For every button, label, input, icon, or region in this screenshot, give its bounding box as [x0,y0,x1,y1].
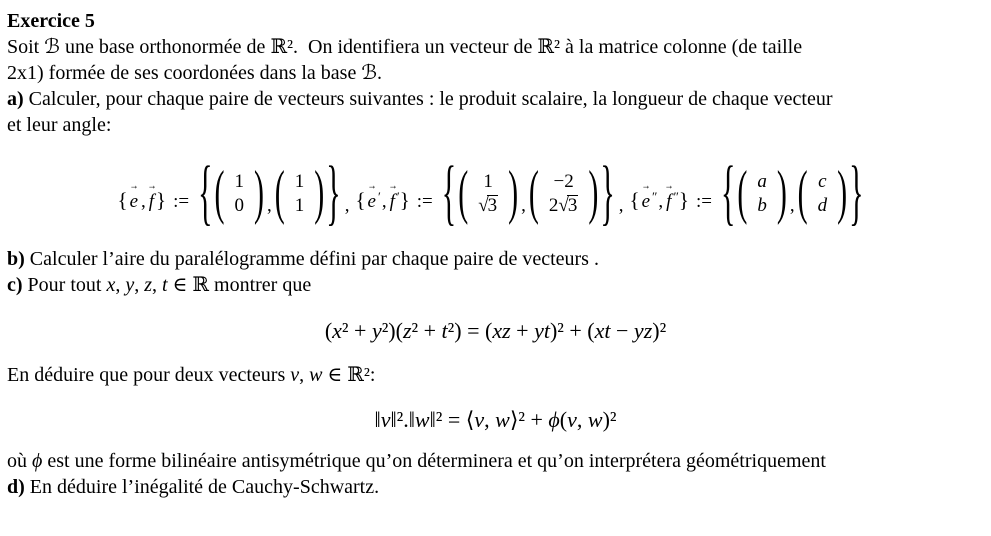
brace-symbol: } [326,152,341,234]
vector-symbol [128,178,140,213]
vector-pair-definition [629,152,873,234]
column-matrix [797,160,848,226]
comma-symbol: , [658,190,664,212]
matrix-entry: 2√3 [548,195,578,216]
paren-symbol: ( [797,160,808,226]
deduce-text-pre: En déduire que pour deux vecteurs [7,364,291,386]
vector-arrow-icon: → [388,177,398,192]
matrix-entry: 1 [234,171,245,192]
paren-symbol: ) [314,160,325,226]
phi-inline-math: ϕ [32,450,43,472]
intro-line-2: 2x1) formée de ses coordonées dans la base ℬ. [7,62,383,84]
paren-symbol: ( [528,160,539,226]
vector-symbol [388,177,398,213]
paren-symbol: ( [274,160,285,226]
item-b-text: Calculer l’aire du paralélogramme défini par chaque paire de vecteurs . [24,248,599,270]
matrix-entry: √3 [478,195,498,216]
deduce-text-post: : [369,364,376,386]
matrix-entry: c [818,171,827,192]
item-d-line [7,474,984,500]
paren-symbol: ( [737,160,748,226]
matrix-entry: −2 [553,171,574,192]
brace-symbol: { [355,187,366,212]
column-matrix [214,160,265,226]
vector-letter: f [389,190,395,212]
phi-text-pre: où [7,450,32,472]
norms-formula: ‖v‖².‖w‖² = ⟨v, w⟩² + ϕ(v, w)² [374,407,617,432]
vector-arrow-icon: → [641,177,651,192]
paren-symbol: ) [254,160,265,226]
matrix-entry: b [757,195,767,216]
vector-pair-definition [117,152,355,234]
matrix-entry: 0 [234,195,245,216]
prime-mark: ″ [673,188,679,204]
paren-symbol: ) [776,160,787,226]
assign-symbol: := [416,190,433,212]
item-c-line [7,272,984,298]
pair-set-name [629,177,689,214]
matrix-entry: 1 [483,171,493,192]
brace-symbol: { [629,187,640,212]
paren-symbol: ) [837,160,848,226]
deduce-inline-math: v, w ∈ ℝ² [290,364,370,386]
item-c-text-pre: Pour tout [22,274,107,296]
brace-symbol: } [678,187,689,212]
brace-symbol: } [600,152,615,234]
brace-symbol: { [720,152,736,234]
matrix-column [225,170,255,218]
vector-letter: f [148,191,155,212]
matrix-entry: d [817,195,828,216]
vector-arrow-icon: → [664,177,674,192]
item-a-text: Calculer, pour chaque paire de vecteurs suivantes : le produit scalaire, la longueur de chaque vecteur [23,88,833,110]
pair-separator: , [618,194,624,216]
vector-symbol [640,177,652,213]
matrix-column [747,170,777,218]
matrix-column [539,170,588,218]
item-c-inline-math: x, y, z, t ∈ ℝ [106,274,210,296]
matrix-entry: 1 [294,195,305,216]
vector-arrow-icon: → [129,178,139,192]
brace-symbol: { [198,152,213,234]
vector-letter: e [367,190,376,212]
brace-symbol: } [849,152,864,234]
pair-set-name [355,177,410,214]
paren-symbol: ( [458,160,469,226]
comma-symbol: , [267,194,272,216]
deduce-line [7,362,984,388]
vector-symbol [147,178,157,213]
assign-symbol: := [695,190,712,212]
brace-symbol: { [441,152,457,234]
item-a-line [7,86,984,112]
matrix-entry: a [757,171,767,192]
vector-letter: e [129,191,138,212]
identity-formula: (x² + y²)(z² + t²) = (xz + yt)² + (xt − yz)² [324,318,667,343]
prime-mark: ′ [396,188,400,204]
comma-symbol: , [381,190,387,212]
column-matrix [737,160,787,226]
vector-symbol [664,177,674,213]
column-matrix [458,160,519,226]
matrix-entry: 1 [294,171,305,192]
brace-symbol: } [156,188,167,212]
display-formula-norms [7,405,984,435]
item-b-line [7,246,984,272]
column-matrix [274,160,325,226]
comma-symbol: , [789,194,795,216]
item-d-text: En déduire l’inégalité de Cauchy-Schwartz. [24,476,380,498]
matrix-column [285,170,315,218]
assign-symbol: := [173,190,190,212]
brace-symbol: } [399,187,410,212]
paren-symbol: ) [588,160,599,226]
item-a-label: a) [7,88,24,110]
display-formula-vector-pairs [7,150,984,238]
pair-set-name [117,178,167,213]
paren-symbol: ( [214,160,225,226]
item-c-label: c) [7,274,23,296]
pair-separator: , [344,194,350,216]
prime-mark: ′ [377,188,381,204]
brace-symbol: { [117,188,128,212]
matrix-column [808,170,838,218]
item-b-label: b) [7,248,25,270]
prime-mark: ″ [652,188,658,204]
vector-pair-definition [355,152,629,234]
comma-symbol: , [141,191,146,212]
column-matrix [528,160,599,226]
comma-symbol: , [521,194,526,216]
vector-arrow-icon: → [367,177,377,192]
vector-letter: e [641,190,650,212]
vector-letter: f [666,190,672,212]
display-formula-identity [7,316,984,346]
exercise-title: Exercice 5 [7,10,95,32]
intro-line-1: Soit ℬ une base orthonormée de ℝ². On identifiera un vecteur de ℝ² à la matrice colonne (de taille [7,36,803,58]
vector-symbol [366,177,378,213]
vector-arrow-icon: → [147,178,157,192]
paren-symbol: ) [508,160,519,226]
matrix-column [468,170,508,218]
item-d-label: d) [7,476,25,498]
phi-line [7,448,984,474]
item-a-continuation: et leur angle: [7,114,112,136]
phi-text-post: est une forme bilinéaire antisymétrique qu’on déterminera et qu’on interprétera géométriquement [42,450,826,472]
item-c-text-post: montrer que [209,274,312,296]
